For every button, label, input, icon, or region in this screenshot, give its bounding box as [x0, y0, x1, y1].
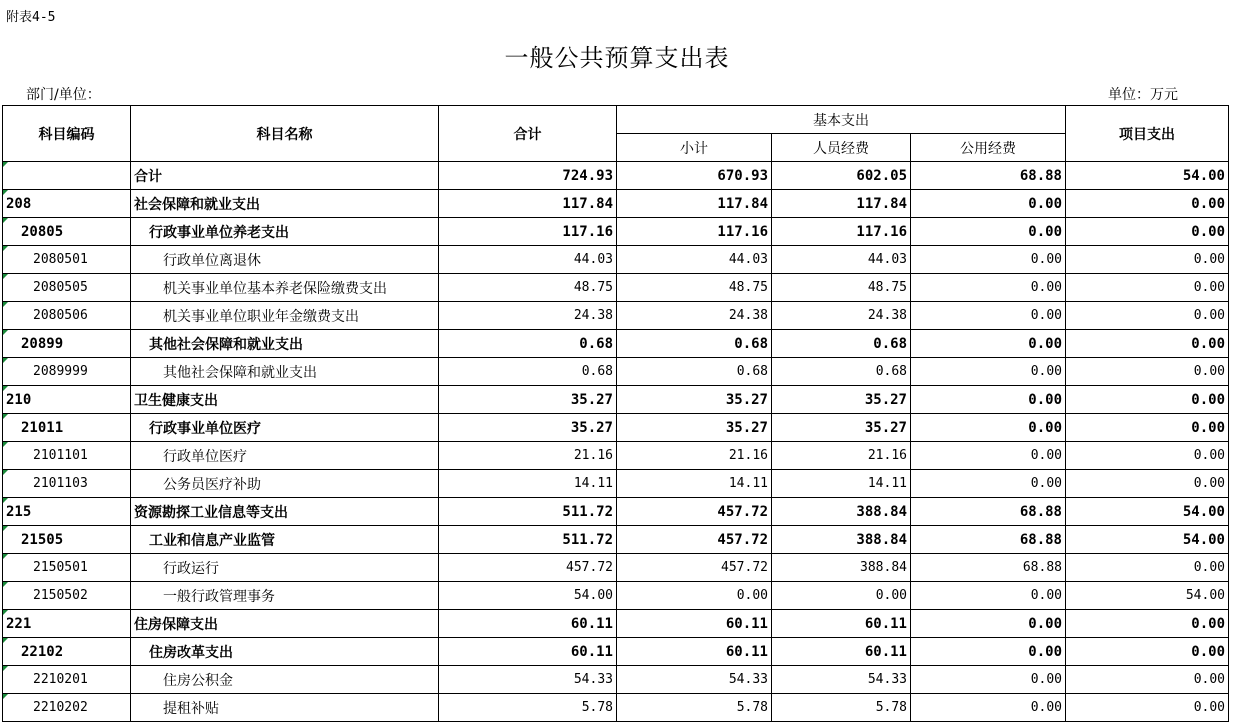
table-row — [3, 694, 1229, 722]
cell-personnel[interactable]: 21.16 — [772, 442, 911, 470]
cell-code[interactable]: 2150501 — [3, 554, 131, 582]
cell-personnel[interactable]: 117.84 — [772, 190, 911, 218]
cell-total[interactable]: 60.11 — [439, 638, 617, 666]
cell-total[interactable]: 724.93 — [439, 162, 617, 190]
cell-personnel[interactable]: 35.27 — [772, 386, 911, 414]
table-row — [3, 190, 1229, 218]
cell-name[interactable]: 其他社会保障和就业支出 — [131, 330, 439, 358]
table-row — [3, 526, 1229, 554]
cell-personnel[interactable]: 48.75 — [772, 274, 911, 302]
header-public[interactable]: 公用经费 — [911, 134, 1066, 162]
cell-project[interactable]: 54.00 — [1066, 498, 1229, 526]
cell-personnel[interactable]: 5.78 — [772, 694, 911, 722]
cell-subtotal[interactable]: 0.68 — [617, 358, 772, 386]
cell-personnel[interactable]: 602.05 — [772, 162, 911, 190]
cell-subtotal[interactable]: 14.11 — [617, 470, 772, 498]
cell-personnel[interactable]: 35.27 — [772, 414, 911, 442]
cell-name[interactable]: 住房公积金 — [131, 666, 439, 694]
cell-marker-icon — [3, 582, 8, 587]
table-body — [3, 162, 1229, 722]
cell-marker-icon — [3, 386, 8, 391]
cell-subtotal[interactable]: 60.11 — [617, 638, 772, 666]
cell-code[interactable]: 2210201 — [3, 666, 131, 694]
cell-subtotal[interactable]: 670.93 — [617, 162, 772, 190]
table-row — [3, 582, 1229, 610]
cell-code[interactable]: 2080506 — [3, 302, 131, 330]
sheet-label: 附表4-5 — [6, 10, 56, 25]
cell-subtotal[interactable]: 0.00 — [617, 582, 772, 610]
cell-marker-icon — [3, 526, 8, 531]
header-code[interactable]: 科目编码 — [3, 106, 131, 162]
cell-subtotal[interactable]: 117.16 — [617, 218, 772, 246]
cell-marker-icon — [3, 470, 8, 475]
cell-name[interactable]: 行政事业单位养老支出 — [131, 218, 439, 246]
cell-total[interactable]: 457.72 — [439, 554, 617, 582]
cell-marker-icon — [3, 358, 8, 363]
cell-public[interactable]: 0.00 — [911, 666, 1066, 694]
cell-personnel[interactable]: 0.68 — [772, 330, 911, 358]
cell-total[interactable]: 14.11 — [439, 470, 617, 498]
cell-personnel[interactable]: 0.00 — [772, 582, 911, 610]
cell-code[interactable]: 221 — [3, 610, 131, 638]
header-project[interactable]: 项目支出 — [1066, 106, 1229, 162]
cell-marker-icon — [3, 666, 8, 671]
cell-marker-icon — [3, 246, 8, 251]
cell-total[interactable]: 35.27 — [439, 386, 617, 414]
cell-subtotal[interactable]: 5.78 — [617, 694, 772, 722]
table-row — [3, 274, 1229, 302]
cell-name[interactable]: 资源勘探工业信息等支出 — [131, 498, 439, 526]
table-row — [3, 610, 1229, 638]
cell-total[interactable]: 5.78 — [439, 694, 617, 722]
cell-personnel[interactable]: 14.11 — [772, 470, 911, 498]
cell-public[interactable]: 0.00 — [911, 694, 1066, 722]
cell-personnel[interactable]: 60.11 — [772, 610, 911, 638]
cell-code[interactable]: 2080505 — [3, 274, 131, 302]
cell-public[interactable]: 0.00 — [911, 302, 1066, 330]
cell-marker-icon — [3, 218, 8, 223]
header-subtotal[interactable]: 小计 — [617, 134, 772, 162]
cell-marker-icon — [3, 442, 8, 447]
cell-name[interactable]: 工业和信息产业监管 — [131, 526, 439, 554]
cell-project[interactable]: 0.00 — [1066, 302, 1229, 330]
cell-public[interactable]: 0.00 — [911, 470, 1066, 498]
cell-marker-icon — [3, 694, 8, 699]
cell-public[interactable]: 0.00 — [911, 218, 1066, 246]
cell-total[interactable]: 44.03 — [439, 246, 617, 274]
cell-public[interactable]: 68.88 — [911, 162, 1066, 190]
table-row — [3, 246, 1229, 274]
cell-public[interactable]: 0.00 — [911, 274, 1066, 302]
cell-personnel[interactable]: 44.03 — [772, 246, 911, 274]
cell-project[interactable]: 0.00 — [1066, 554, 1229, 582]
table-row — [3, 554, 1229, 582]
cell-name[interactable]: 合计 — [131, 162, 439, 190]
table-row — [3, 666, 1229, 694]
table-row — [3, 414, 1229, 442]
cell-code[interactable]: 21011 — [3, 414, 131, 442]
cell-code[interactable]: 215 — [3, 498, 131, 526]
cell-project[interactable]: 0.00 — [1066, 358, 1229, 386]
cell-code[interactable]: 210 — [3, 386, 131, 414]
cell-code[interactable]: 2210202 — [3, 694, 131, 722]
table-row — [3, 386, 1229, 414]
cell-name[interactable]: 提租补贴 — [131, 694, 439, 722]
cell-code[interactable]: 22102 — [3, 638, 131, 666]
cell-public[interactable]: 68.88 — [911, 498, 1066, 526]
cell-name[interactable]: 行政运行 — [131, 554, 439, 582]
cell-total[interactable]: 511.72 — [439, 526, 617, 554]
cell-personnel[interactable]: 54.33 — [772, 666, 911, 694]
cell-name[interactable]: 住房保障支出 — [131, 610, 439, 638]
cell-marker-icon — [3, 610, 8, 615]
cell-name[interactable]: 住房改革支出 — [131, 638, 439, 666]
cell-subtotal[interactable]: 48.75 — [617, 274, 772, 302]
cell-name[interactable]: 行政事业单位医疗 — [131, 414, 439, 442]
cell-total[interactable]: 54.33 — [439, 666, 617, 694]
table-row — [3, 358, 1229, 386]
cell-project[interactable]: 0.00 — [1066, 274, 1229, 302]
cell-public[interactable]: 0.00 — [911, 358, 1066, 386]
cell-public[interactable]: 68.88 — [911, 554, 1066, 582]
cell-project[interactable]: 0.00 — [1066, 610, 1229, 638]
cell-marker-icon — [3, 498, 8, 503]
cell-project[interactable]: 0.00 — [1066, 218, 1229, 246]
cell-name[interactable]: 行政单位离退休 — [131, 246, 439, 274]
cell-name[interactable]: 行政单位医疗 — [131, 442, 439, 470]
cell-marker-icon — [3, 554, 8, 559]
cell-marker-icon — [3, 330, 8, 335]
header-basic[interactable]: 基本支出 — [617, 106, 1066, 134]
cell-public[interactable]: 0.00 — [911, 330, 1066, 358]
cell-project[interactable]: 0.00 — [1066, 386, 1229, 414]
cell-project[interactable]: 54.00 — [1066, 582, 1229, 610]
cell-subtotal[interactable]: 60.11 — [617, 610, 772, 638]
cell-public[interactable]: 0.00 — [911, 582, 1066, 610]
cell-subtotal[interactable]: 457.72 — [617, 526, 772, 554]
cell-total[interactable]: 511.72 — [439, 498, 617, 526]
cell-marker-icon — [3, 302, 8, 307]
cell-marker-icon — [3, 274, 8, 279]
cell-subtotal[interactable]: 117.84 — [617, 190, 772, 218]
cell-public[interactable]: 0.00 — [911, 386, 1066, 414]
cell-subtotal[interactable]: 457.72 — [617, 498, 772, 526]
cell-public[interactable]: 0.00 — [911, 414, 1066, 442]
cell-project[interactable]: 54.00 — [1066, 526, 1229, 554]
cell-total[interactable]: 21.16 — [439, 442, 617, 470]
cell-project[interactable]: 54.00 — [1066, 162, 1229, 190]
cell-code[interactable]: 2089999 — [3, 358, 131, 386]
cell-project[interactable]: 0.00 — [1066, 638, 1229, 666]
cell-total[interactable]: 0.68 — [439, 358, 617, 386]
cell-code[interactable]: 2080501 — [3, 246, 131, 274]
cell-code[interactable] — [3, 162, 131, 190]
cell-total[interactable]: 117.84 — [439, 190, 617, 218]
unit-label: 单位：万元 — [1108, 87, 1178, 103]
cell-personnel[interactable]: 388.84 — [772, 526, 911, 554]
cell-subtotal[interactable]: 35.27 — [617, 386, 772, 414]
cell-name[interactable]: 其他社会保障和就业支出 — [131, 358, 439, 386]
cell-personnel[interactable]: 24.38 — [772, 302, 911, 330]
cell-project[interactable]: 0.00 — [1066, 442, 1229, 470]
cell-personnel[interactable]: 117.16 — [772, 218, 911, 246]
cell-subtotal[interactable]: 0.68 — [617, 330, 772, 358]
cell-personnel[interactable]: 388.84 — [772, 554, 911, 582]
table-row — [3, 470, 1229, 498]
table-row — [3, 218, 1229, 246]
cell-project[interactable]: 0.00 — [1066, 330, 1229, 358]
cell-total[interactable]: 24.38 — [439, 302, 617, 330]
cell-public[interactable]: 0.00 — [911, 610, 1066, 638]
page-title: 一般公共预算支出表 — [504, 44, 730, 72]
cell-subtotal[interactable]: 44.03 — [617, 246, 772, 274]
cell-project[interactable]: 0.00 — [1066, 470, 1229, 498]
cell-total[interactable]: 60.11 — [439, 610, 617, 638]
cell-personnel[interactable]: 388.84 — [772, 498, 911, 526]
cell-code[interactable]: 20805 — [3, 218, 131, 246]
cell-code[interactable]: 2101101 — [3, 442, 131, 470]
cell-public[interactable]: 68.88 — [911, 526, 1066, 554]
cell-project[interactable]: 0.00 — [1066, 694, 1229, 722]
cell-project[interactable]: 0.00 — [1066, 246, 1229, 274]
cell-project[interactable]: 0.00 — [1066, 414, 1229, 442]
cell-public[interactable]: 0.00 — [911, 190, 1066, 218]
department-label: 部门/单位： — [26, 87, 101, 103]
cell-marker-icon — [3, 162, 8, 167]
cell-subtotal[interactable]: 21.16 — [617, 442, 772, 470]
cell-name[interactable]: 一般行政管理事务 — [131, 582, 439, 610]
cell-name[interactable]: 机关事业单位职业年金缴费支出 — [131, 302, 439, 330]
cell-name[interactable]: 卫生健康支出 — [131, 386, 439, 414]
cell-public[interactable]: 0.00 — [911, 442, 1066, 470]
cell-name[interactable]: 公务员医疗补助 — [131, 470, 439, 498]
cell-subtotal[interactable]: 24.38 — [617, 302, 772, 330]
cell-public[interactable]: 0.00 — [911, 246, 1066, 274]
header-name[interactable]: 科目名称 — [131, 106, 439, 162]
table-row — [3, 638, 1229, 666]
cell-code[interactable]: 2101103 — [3, 470, 131, 498]
cell-project[interactable]: 0.00 — [1066, 666, 1229, 694]
cell-total[interactable]: 117.16 — [439, 218, 617, 246]
cell-name[interactable]: 社会保障和就业支出 — [131, 190, 439, 218]
cell-marker-icon — [3, 638, 8, 643]
cell-code[interactable]: 20899 — [3, 330, 131, 358]
cell-total[interactable]: 0.68 — [439, 330, 617, 358]
table-row — [3, 162, 1229, 190]
table-row — [3, 330, 1229, 358]
header-total[interactable]: 合计 — [439, 106, 617, 162]
cell-personnel[interactable]: 60.11 — [772, 638, 911, 666]
cell-public[interactable]: 0.00 — [911, 638, 1066, 666]
cell-total[interactable]: 48.75 — [439, 274, 617, 302]
cell-marker-icon — [3, 414, 8, 419]
table-row — [3, 442, 1229, 470]
table-row — [3, 302, 1229, 330]
cell-subtotal[interactable]: 35.27 — [617, 414, 772, 442]
header-personnel[interactable]: 人员经费 — [772, 134, 911, 162]
cell-total[interactable]: 35.27 — [439, 414, 617, 442]
cell-total[interactable]: 54.00 — [439, 582, 617, 610]
cell-subtotal[interactable]: 54.33 — [617, 666, 772, 694]
cell-name[interactable]: 机关事业单位基本养老保险缴费支出 — [131, 274, 439, 302]
cell-code[interactable]: 208 — [3, 190, 131, 218]
expenditure-table — [2, 105, 1229, 722]
table-row — [3, 498, 1229, 526]
cell-personnel[interactable]: 0.68 — [772, 358, 911, 386]
cell-marker-icon — [3, 190, 8, 195]
cell-code[interactable]: 21505 — [3, 526, 131, 554]
cell-code[interactable]: 2150502 — [3, 582, 131, 610]
cell-project[interactable]: 0.00 — [1066, 190, 1229, 218]
cell-subtotal[interactable]: 457.72 — [617, 554, 772, 582]
